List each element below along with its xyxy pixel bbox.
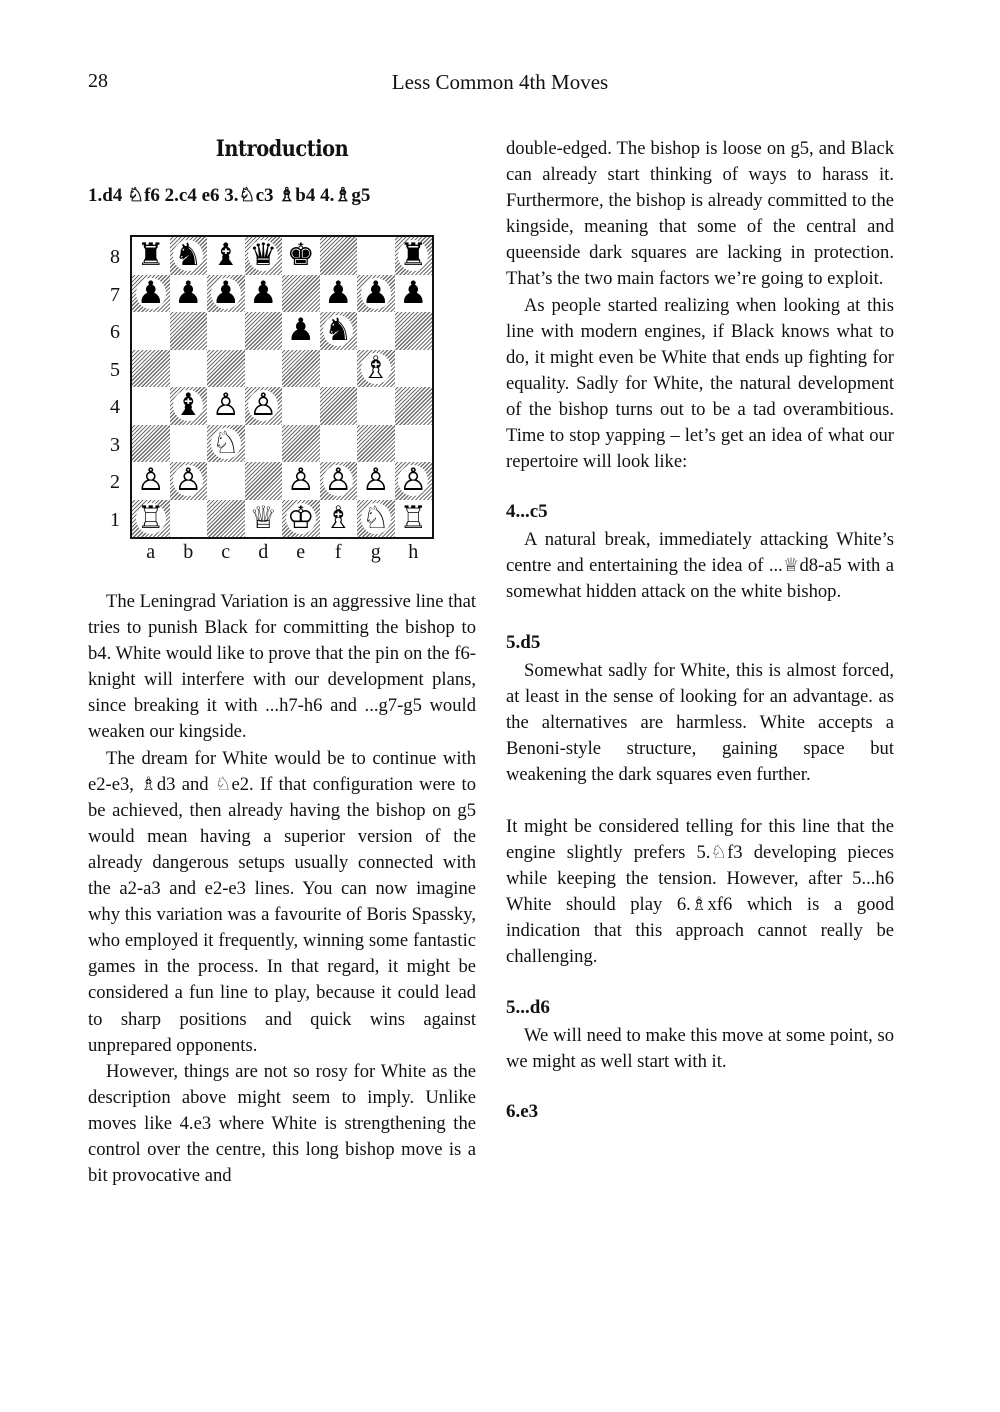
file-label: b <box>183 541 194 563</box>
board-square-g5 <box>357 350 395 388</box>
board-square-e3 <box>282 425 320 463</box>
chess-piece-icon: ♞ <box>324 312 353 349</box>
board-square-e4 <box>282 387 320 425</box>
file-label: h <box>408 541 419 563</box>
board-square-f8 <box>320 237 358 275</box>
chess-piece-icon: ♟ <box>211 274 240 311</box>
board-square-d2 <box>245 462 283 500</box>
board-square-d4 <box>245 387 283 425</box>
board-square-e1 <box>282 500 320 538</box>
board-square-b1 <box>170 500 208 538</box>
chess-piece-icon: ♘ <box>211 424 240 461</box>
chess-piece-icon: ♙ <box>249 387 278 424</box>
board-square-c8 <box>207 237 245 275</box>
board-square-b4 <box>170 387 208 425</box>
chess-piece-icon: ♟ <box>286 312 315 349</box>
move-heading: 4...c5 <box>506 501 548 523</box>
rank-label: 2 <box>110 471 120 493</box>
board-square-g7 <box>357 275 395 313</box>
move-commentary: A natural break, immediately attacking White’s centre and entertaining the idea of ...♕d8-a5 with a somewhat hidden attack on the white bishop. <box>506 529 894 603</box>
chess-piece-icon: ♕ <box>249 499 278 536</box>
chess-piece-icon: ♙ <box>211 387 240 424</box>
board-square-b7 <box>170 275 208 313</box>
chess-piece-icon: ♙ <box>324 462 353 499</box>
board-square-h2 <box>395 462 433 500</box>
board-square-f5 <box>320 350 358 388</box>
chess-piece-icon: ♟ <box>399 274 428 311</box>
right-column <box>506 136 894 1127</box>
chess-piece-icon: ♟ <box>136 274 165 311</box>
board-square-a3 <box>132 425 170 463</box>
move-commentary: Somewhat sadly for White, this is almost forced, at least in the sense of looking for an advantage. as the alternatives are harmless. White accepts a Benoni-style structure, gaining space but weakening the dark squares even further. <box>506 659 894 785</box>
rank-label: 8 <box>110 246 120 268</box>
chess-piece-icon: ♘ <box>361 499 390 536</box>
board-square-b3 <box>170 425 208 463</box>
paragraph: The dream for White would be to continue with e2-e3, ♗d3 and ♘e2. If that configuration were to be achieved, then already having the bishop on g5 would mean having a superior version of the already dangerous setups usually connected with the a2-a3 and e2-e3 lines. You can now imagine why this variation was a favourite of Boris Spassky, who employed it frequently, winning some fantastic games in the process. In that regard, it might be considered a fun line to play, because it could lead to sharp positions and quick wins against unprepared opponents. <box>88 747 476 1056</box>
board-square-e2 <box>282 462 320 500</box>
paragraph: As people started realizing when looking at this line with modern engines, if Black knows what to do, it might even be White that ends up fighting for equality. Sadly for White, the natural development of the bishop turns out to be a tad overambitious. Time to stop yapping – let’s get an idea of what our repertoire will look like: <box>506 294 894 473</box>
board-square-f7 <box>320 275 358 313</box>
file-label: e <box>296 541 306 563</box>
board-square-b5 <box>170 350 208 388</box>
file-label: f <box>334 541 342 563</box>
board-square-e6 <box>282 312 320 350</box>
opening-moves: 1.d4 ♘f6 2.c4 e6 3.♘c3 ♗b4 4.♗g5 <box>88 185 371 206</box>
board-square-c2 <box>207 462 245 500</box>
rank-labels <box>106 239 124 539</box>
chess-board <box>130 235 434 539</box>
chess-piece-icon: ♟ <box>174 274 203 311</box>
move-heading: 6.e3 <box>506 1100 539 1122</box>
board-square-d3 <box>245 425 283 463</box>
board-square-h7 <box>395 275 433 313</box>
board-square-a7 <box>132 275 170 313</box>
rank-label: 5 <box>110 358 120 381</box>
left-column <box>88 136 476 1189</box>
page-number: 28 <box>88 70 108 92</box>
chess-piece-icon: ♙ <box>361 462 390 499</box>
move-heading: 5.d5 <box>506 631 541 653</box>
board-square-d7 <box>245 275 283 313</box>
board-square-c1 <box>207 500 245 538</box>
board-square-a4 <box>132 387 170 425</box>
file-labels <box>132 541 432 564</box>
paragraph: double-edged. The bishop is loose on g5, and Black can already start thinking of ways to harass it. Furthermore, the bishop is already committed to the kingside, meaning that some of the central and queenside dark squares are lacking in protection. That’s the two main factors we’re going to exploit. <box>506 138 894 290</box>
board-square-d1 <box>245 500 283 538</box>
board-square-b8 <box>170 237 208 275</box>
board-square-a1 <box>132 500 170 538</box>
board-square-h6 <box>395 312 433 350</box>
board-square-b6 <box>170 312 208 350</box>
chess-piece-icon: ♙ <box>286 462 315 499</box>
board-square-c6 <box>207 312 245 350</box>
paragraph-gap <box>506 788 894 814</box>
board-square-a8 <box>132 237 170 275</box>
board-square-g4 <box>357 387 395 425</box>
board-square-e5 <box>282 350 320 388</box>
chess-piece-icon: ♝ <box>211 237 240 274</box>
chess-piece-icon: ♝ <box>174 387 203 424</box>
board-square-c4 <box>207 387 245 425</box>
chess-piece-icon: ♙ <box>399 462 428 499</box>
rank-label: 7 <box>110 283 120 306</box>
board-square-f1 <box>320 500 358 538</box>
board-square-g6 <box>357 312 395 350</box>
section-title: Introduction <box>215 136 349 162</box>
chess-piece-icon: ♖ <box>399 499 428 536</box>
board-square-h8 <box>395 237 433 275</box>
file-label: a <box>146 541 156 563</box>
rank-label: 6 <box>110 321 120 343</box>
board-square-f3 <box>320 425 358 463</box>
board-square-e7 <box>282 275 320 313</box>
file-label: g <box>370 541 381 563</box>
chess-piece-icon: ♙ <box>174 462 203 499</box>
chess-piece-icon: ♚ <box>286 237 315 274</box>
board-square-g3 <box>357 425 395 463</box>
board-square-d8 <box>245 237 283 275</box>
move-commentary: We will need to make this move at some point, so we might as well start with it. <box>506 1024 894 1072</box>
chess-piece-icon: ♞ <box>174 237 203 274</box>
chess-piece-icon: ♗ <box>361 349 390 386</box>
board-square-h3 <box>395 425 433 463</box>
board-square-b2 <box>170 462 208 500</box>
board-square-a5 <box>132 350 170 388</box>
file-label: d <box>258 541 269 563</box>
board-square-c7 <box>207 275 245 313</box>
running-head: Less Common 4th Moves <box>391 70 609 94</box>
board-square-f4 <box>320 387 358 425</box>
board-square-h1 <box>395 500 433 538</box>
board-square-h5 <box>395 350 433 388</box>
board-square-f6 <box>320 312 358 350</box>
board-square-h4 <box>395 387 433 425</box>
rank-label: 4 <box>110 396 120 418</box>
board-square-g8 <box>357 237 395 275</box>
chess-piece-icon: ♟ <box>324 274 353 311</box>
chess-piece-icon: ♜ <box>136 237 165 274</box>
board-square-g1 <box>357 500 395 538</box>
board-square-f2 <box>320 462 358 500</box>
board-square-a6 <box>132 312 170 350</box>
board-square-c5 <box>207 350 245 388</box>
chess-diagram <box>88 235 476 575</box>
paragraph: However, things are not so rosy for White as the description above might seem to imply. Unlike moves like 4.e3 where White is strengthening the control over the centre, this long bishop move is a bit provocative and <box>88 1060 476 1187</box>
rank-label: 1 <box>110 508 120 531</box>
chess-piece-icon: ♜ <box>399 237 428 274</box>
move-heading: 5...d6 <box>506 996 550 1018</box>
paragraph: The Leningrad Variation is an aggressive line that tries to punish Black for committing the bishop to b4. White would like to prove that the pin on the f6-knight will interfere with our development plans, since breaking it with ...h7-h6 and ...g7-g5 would weaken our kingside. <box>88 591 476 743</box>
board-square-a2 <box>132 462 170 500</box>
board-square-c3 <box>207 425 245 463</box>
chess-piece-icon: ♖ <box>136 499 165 536</box>
board-square-g2 <box>357 462 395 500</box>
chess-piece-icon: ♔ <box>286 499 315 536</box>
chess-piece-icon: ♟ <box>249 274 278 311</box>
file-label: c <box>221 541 231 563</box>
move-commentary: It might be considered telling for this line that the engine slightly prefers 5.♘f3 developing pieces while keeping the tension. However, after 5...h6 White should play 6.♗xf6 which is a good indication that this approach cannot really be challenging. <box>506 815 894 968</box>
board-square-d5 <box>245 350 283 388</box>
chess-piece-icon: ♙ <box>136 462 165 499</box>
chess-piece-icon: ♟ <box>361 274 390 311</box>
board-square-e8 <box>282 237 320 275</box>
chess-piece-icon: ♛ <box>249 237 278 274</box>
rank-label: 3 <box>110 433 120 456</box>
board-square-d6 <box>245 312 283 350</box>
chess-piece-icon: ♗ <box>324 499 353 536</box>
